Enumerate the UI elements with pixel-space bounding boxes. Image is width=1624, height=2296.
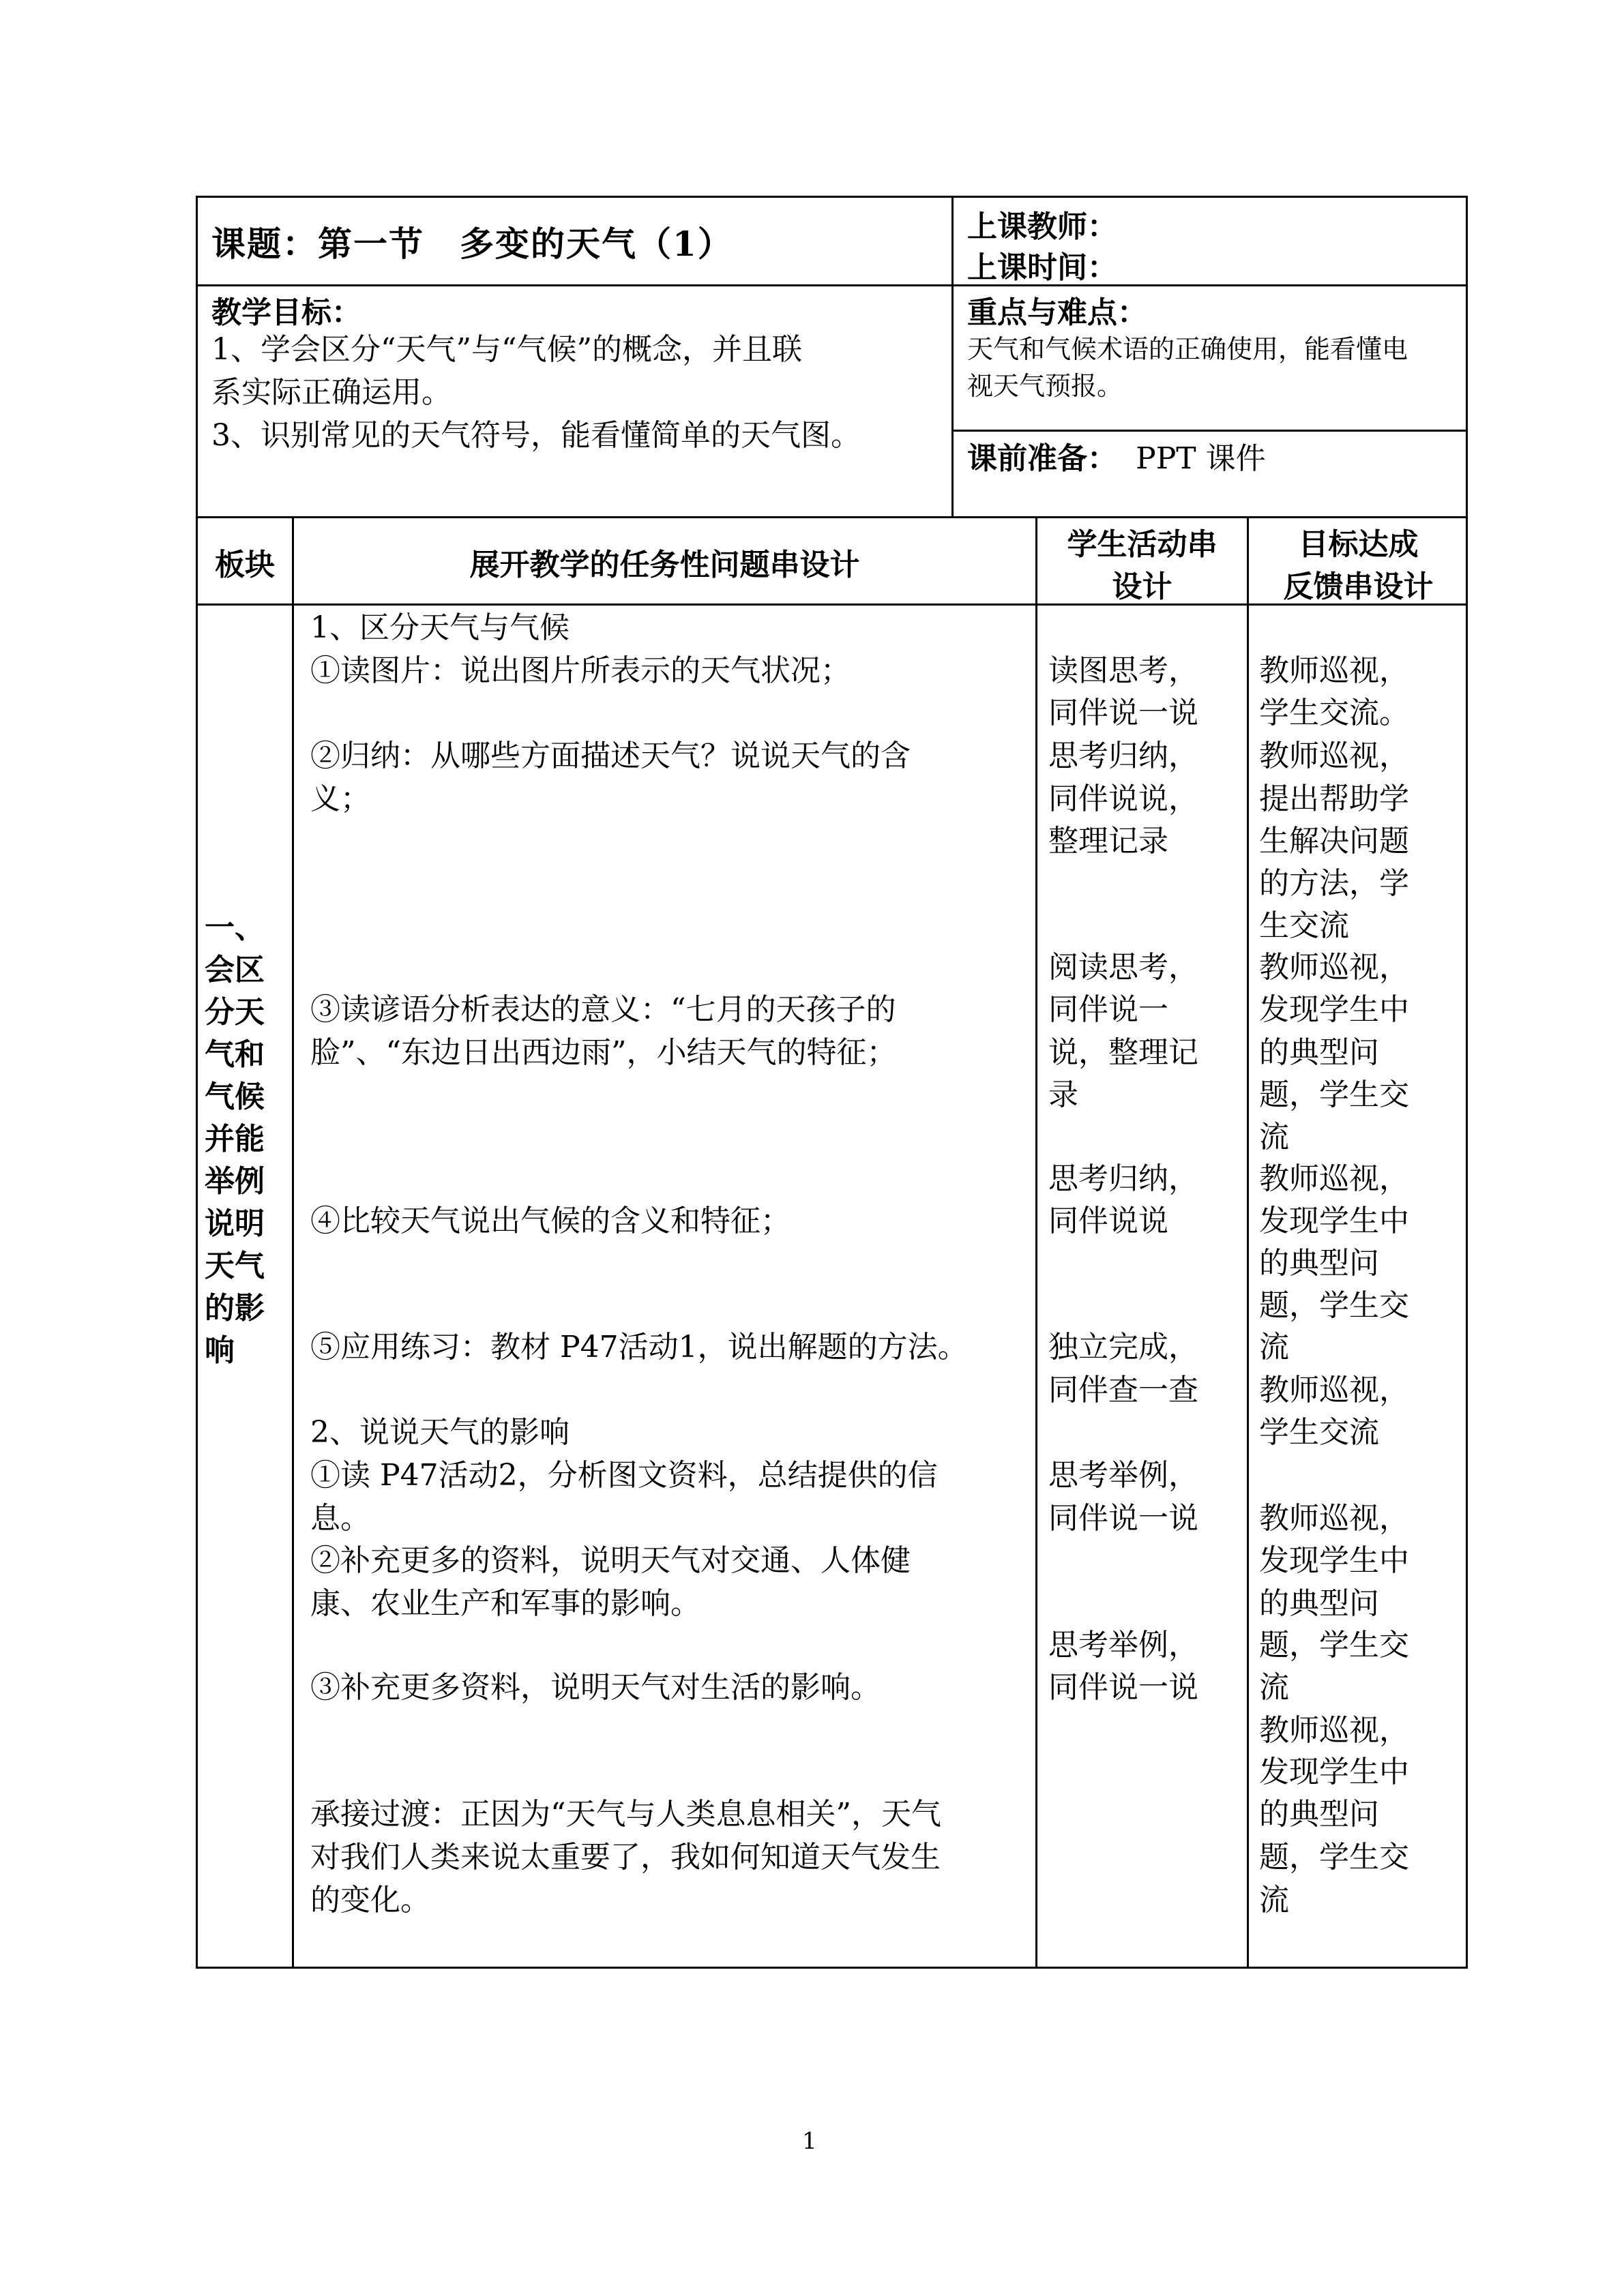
- feedback-line: 的典型问: [1259, 1797, 1379, 1832]
- teacher-label: 上课教师：: [967, 209, 1117, 244]
- task-line: ③补充更多资料，说明天气对生活的影响。: [310, 1670, 881, 1705]
- feedback-line: 发现学生中: [1259, 1204, 1409, 1238]
- section-label-line: 举例: [205, 1164, 265, 1199]
- feedback-line: 教师巡视，: [1259, 1713, 1409, 1748]
- activity-line: 思考归纳，: [1048, 739, 1198, 773]
- activity-line: 思考归纳，: [1048, 1161, 1198, 1196]
- objectives-label: 教学目标：: [211, 295, 361, 330]
- task-line: 义；: [310, 781, 370, 816]
- feedback-line: 生解决问题: [1259, 824, 1409, 859]
- activity-line: 同伴说一说: [1048, 1501, 1198, 1536]
- section-label-line: 天气: [205, 1249, 265, 1283]
- keypoints-line-1: 天气和气候术语的正确使用，能看懂电: [967, 334, 1408, 364]
- rule-top-split: [951, 196, 954, 518]
- task-line: 的变化。: [310, 1883, 430, 1918]
- task-line: ④比较天气说出气候的含义和特征；: [310, 1204, 791, 1238]
- keypoints-line-2: 视天气预报。: [967, 371, 1123, 401]
- feedback-line: 教师巡视，: [1259, 950, 1409, 985]
- activity-line: 同伴查一查: [1048, 1373, 1198, 1407]
- feedback-line: 教师巡视，: [1259, 653, 1409, 688]
- feedback-line: 的典型问: [1259, 1035, 1379, 1070]
- lesson-title: 课题：第一节 多变的天气（1）: [211, 224, 733, 264]
- section-label-line: 说明: [205, 1206, 265, 1241]
- objective-line-1: 1、学会区分“天气”与“气候”的概念，并且联: [211, 332, 802, 367]
- task-line: ②归纳：从哪些方面描述天气？说说天气的含: [310, 739, 911, 773]
- page-number: 1: [802, 2128, 817, 2155]
- feedback-line: 发现学生中: [1259, 1755, 1409, 1789]
- feedback-line: 题，学生交: [1259, 1628, 1409, 1663]
- header-feedback-l2: 反馈串设计: [1283, 569, 1434, 604]
- header-feedback-l1: 目标达成: [1298, 527, 1419, 562]
- task-line: ②补充更多的资料，说明天气对交通、人体健: [310, 1543, 911, 1578]
- section-label-line: 响: [205, 1333, 235, 1368]
- header-activity-l2: 设计: [1112, 569, 1172, 604]
- activity-line: 同伴说一说: [1048, 1670, 1198, 1705]
- preparation-label: 课前准备：: [967, 441, 1117, 476]
- section-label-line: 会区: [205, 953, 265, 987]
- section-label-line: 一、: [205, 910, 265, 945]
- task-line: 康、农业生产和军事的影响。: [310, 1586, 700, 1621]
- activity-line: 同伴说一: [1048, 992, 1168, 1027]
- feedback-line: 题，学生交: [1259, 1288, 1409, 1323]
- preparation-value: PPT 课件: [1136, 441, 1266, 476]
- feedback-line: 生交流: [1259, 908, 1349, 943]
- feedback-line: 教师巡视，: [1259, 1501, 1409, 1536]
- activity-line: 同伴说说，: [1048, 781, 1198, 816]
- header-task-design: 展开教学的任务性问题串设计: [469, 548, 860, 582]
- feedback-line: 题，学生交: [1259, 1840, 1409, 1875]
- feedback-line: 流: [1259, 1670, 1289, 1705]
- feedback-line: 提出帮助学: [1259, 781, 1409, 816]
- keypoints-label: 重点与难点：: [967, 295, 1147, 330]
- feedback-line: 流: [1259, 1120, 1289, 1154]
- activity-line: 思考举例，: [1048, 1628, 1198, 1663]
- header-activity-l1: 学生活动串: [1067, 527, 1217, 562]
- section-label-line: 气候: [205, 1079, 265, 1114]
- feedback-line: 教师巡视，: [1259, 1161, 1409, 1196]
- feedback-line: 发现学生中: [1259, 1543, 1409, 1578]
- rule-col2: [1035, 516, 1037, 1969]
- feedback-line: 流: [1259, 1330, 1289, 1365]
- feedback-line: 流: [1259, 1883, 1289, 1918]
- activity-line: 同伴说一说: [1048, 696, 1198, 730]
- activity-line: 整理记录: [1048, 824, 1168, 859]
- feedback-line: 的典型问: [1259, 1246, 1379, 1281]
- feedback-line: 题，学生交: [1259, 1077, 1409, 1112]
- feedback-line: 教师巡视，: [1259, 739, 1409, 773]
- activity-line: 说，整理记: [1048, 1035, 1198, 1070]
- activity-line: 阅读思考，: [1048, 950, 1198, 985]
- task-line: 息。: [310, 1501, 370, 1536]
- activity-line: 读图思考，: [1048, 653, 1198, 688]
- task-line: 脸”、“东边日出西边雨”，小结天气的特征；: [310, 1035, 897, 1070]
- objective-line-2: 系实际正确运用。: [211, 375, 452, 410]
- preparation-row: [967, 434, 1266, 480]
- feedback-line: 发现学生中: [1259, 992, 1409, 1027]
- task-line: ⑤应用练习：教材 P47活动1，说出解题的方法。: [310, 1330, 968, 1365]
- activity-line: 录: [1048, 1077, 1078, 1112]
- activity-line: 思考举例，: [1048, 1458, 1198, 1493]
- feedback-line: 的方法，学: [1259, 866, 1409, 901]
- feedback-line: 学生交流。: [1259, 696, 1409, 730]
- task-line: 1、区分天气与气候: [310, 610, 570, 645]
- header-block: 板块: [215, 548, 275, 582]
- feedback-line: 教师巡视，: [1259, 1373, 1409, 1407]
- rule-header: [196, 284, 1468, 286]
- task-line: 对我们人类来说太重要了，我如何知道天气发生: [310, 1840, 941, 1875]
- time-label: 上课时间：: [967, 250, 1117, 285]
- task-line: ③读谚语分析表达的意义：“七月的天孩子的: [310, 992, 896, 1027]
- section-label: [205, 907, 273, 1372]
- activity-line: 独立完成，: [1048, 1330, 1198, 1365]
- section-label-line: 并能: [205, 1122, 265, 1157]
- rule-col3: [1247, 516, 1249, 1969]
- section-label-line: 气和: [205, 1037, 265, 1072]
- section-label-line: 分天: [205, 995, 265, 1030]
- section-label-line: 的影: [205, 1291, 265, 1326]
- objective-line-3: 3、识别常见的天气符号，能看懂简单的天气图。: [211, 418, 861, 453]
- task-line: ①读 P47活动2，分析图文资料，总结提供的信: [310, 1458, 938, 1493]
- feedback-line: 的典型问: [1259, 1586, 1379, 1621]
- task-line: 2、说说天气的影响: [310, 1415, 570, 1450]
- activity-line: 同伴说说: [1048, 1204, 1168, 1238]
- task-line: ①读图片：说出图片所表示的天气状况；: [310, 653, 851, 688]
- feedback-line: 学生交流: [1259, 1415, 1379, 1450]
- rule-col1: [292, 516, 294, 1969]
- task-line: 承接过渡：正因为“天气与人类息息相关”，天气: [310, 1797, 941, 1832]
- rule-objectives: [196, 516, 1468, 518]
- rule-keypoints: [951, 430, 1468, 432]
